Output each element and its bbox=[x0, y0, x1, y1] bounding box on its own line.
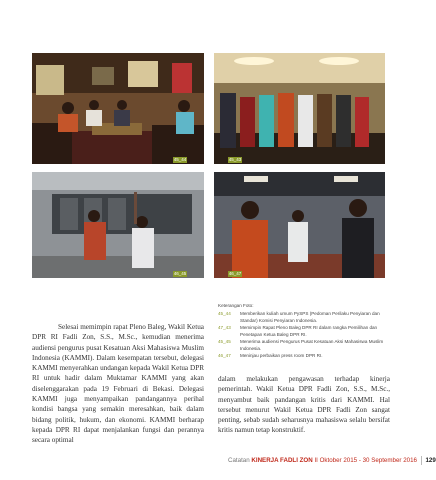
photo-captions bbox=[218, 302, 390, 359]
caption-item bbox=[218, 352, 390, 359]
photo-label-badge: 45_44 bbox=[173, 157, 187, 162]
photo-group-standing-image bbox=[214, 53, 385, 164]
photo-inspection-image bbox=[32, 172, 204, 278]
photo-press-room-image bbox=[214, 172, 385, 278]
caption-item bbox=[218, 324, 390, 338]
footer-title: KINERJA FADLI ZON bbox=[251, 457, 313, 464]
caption-number: 45_45 bbox=[218, 339, 231, 344]
photo-inspection bbox=[32, 172, 204, 278]
body-column-left bbox=[32, 322, 204, 446]
caption-number: 46_47 bbox=[218, 353, 231, 358]
photo-meeting-room-image bbox=[32, 53, 204, 164]
footer-divider bbox=[421, 456, 422, 465]
photo-group-standing bbox=[214, 53, 385, 164]
footer-dates: II Oktober 2015 - 30 September 2016 bbox=[314, 457, 417, 464]
caption-number: 45_44 bbox=[218, 311, 231, 316]
caption-text: Menerima audiensi Pengurus Pusat Kesatuan Aksi Mahasiswa Muslim Indonesia. bbox=[240, 339, 384, 351]
page-number: 129 bbox=[425, 457, 436, 464]
caption-item bbox=[218, 338, 390, 352]
caption-item bbox=[218, 310, 390, 324]
captions-heading: Keterangan Foto: bbox=[218, 303, 254, 308]
body-paragraph-right: dalam melakukan pengawasan terhadap kinerja pemerintah. Wakil Ketua DPR Fadli Zon, S.S., M.Sc., menyambut baik pandangan kritis dari KAMMI. Hal tersebut menurut Wakil Ketua DPR Fadli Zon sangat penting, sebab sudah seharusnya mahasiswa selalu bersifat kritis namun tetap konstruktif. bbox=[218, 375, 390, 435]
footer-prefix: Catatan bbox=[228, 457, 250, 464]
caption-number: 47_43 bbox=[218, 325, 231, 330]
caption-text: Memimpin Rapat Pleno Baleg DPR RI dalam rangka Pemilihan dan Penetapan Ketua Baleg DPR RI. bbox=[240, 325, 378, 337]
body-column-right bbox=[218, 374, 390, 436]
page-footer bbox=[228, 455, 436, 467]
photo-press-room bbox=[214, 172, 385, 278]
body-paragraph-left: Selesai memimpin rapat Pleno Baleg, Wakil Ketua DPR RI Fadli Zon, S.S., M.Sc., kemudian menerima audiensi pengurus pusat Kesatuan Aksi Mahasiswa Muslim Indonesia (KAMMI). Dalam kesempatan tersebut, delegasi KAMMI menyerahkan undangan kepada Wakil Ketua DPR RI untuk hadir dalam Muktamar KAMMI yang akan diselenggarakan pada 19 Februari di Bekasi. Delegasi KAMMI juga menyampaikan pandangannya perihal kondisi bangsa yang semakin meresahkan, baik dalam bidang politik, hukum, dan ekonomi. KAMMI berharap kepada DPR RI dapat menjalankan fungsi dan perannya secara optimal bbox=[32, 323, 204, 445]
photo-label-badge: 45_43 bbox=[228, 157, 242, 162]
caption-text: Memberikan kuliah umum PySPS (Pedoman Perilaku Penyiaran dan Standar) Komisi Penyiaran Indonesia. bbox=[240, 311, 380, 323]
photo-label-badge: 46_45 bbox=[173, 271, 187, 276]
photo-meeting-room bbox=[32, 53, 204, 164]
photo-label-badge: 46_47 bbox=[228, 271, 242, 276]
caption-text: Meninjau perbaikan press room DPR RI. bbox=[240, 353, 323, 358]
